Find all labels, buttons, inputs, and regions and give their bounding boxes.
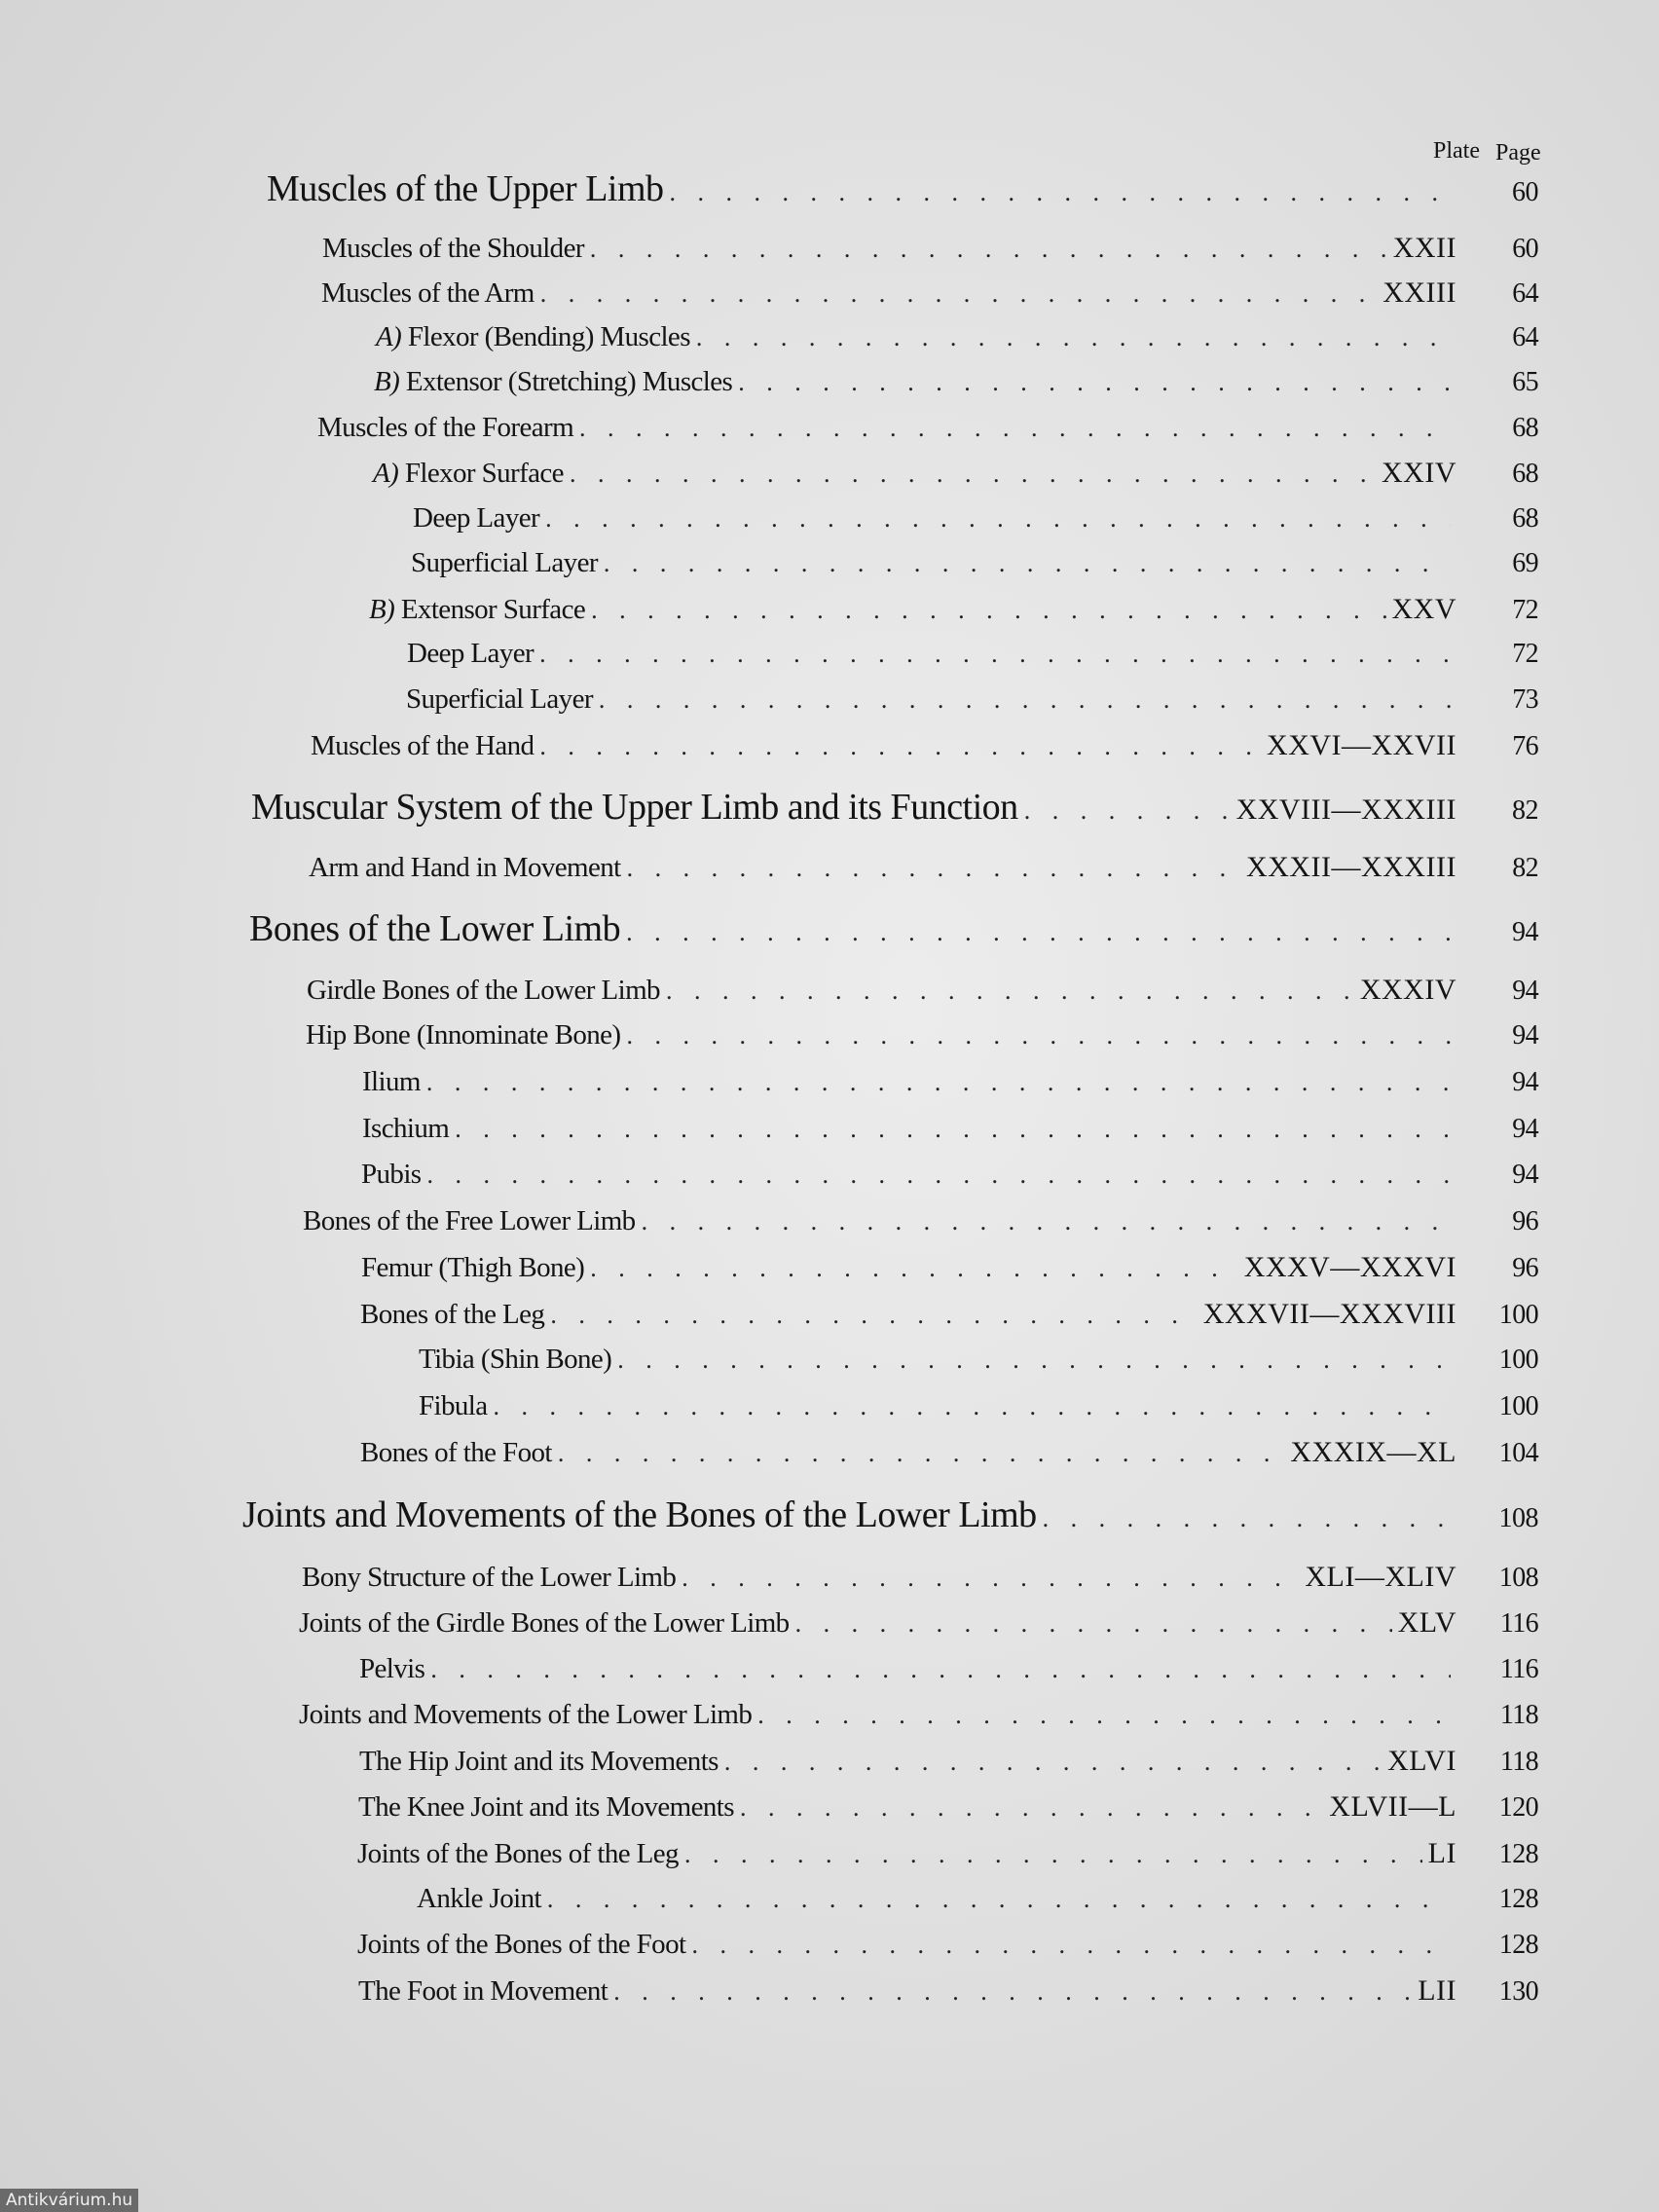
dot-leader bbox=[757, 1701, 1451, 1730]
entry-plate: XLVII—L bbox=[1329, 1790, 1456, 1823]
entry-page: 68 bbox=[1512, 459, 1538, 489]
entry-page: 60 bbox=[1512, 177, 1538, 207]
entry-plate: XXXIV bbox=[1359, 974, 1456, 1006]
toc-section-heading bbox=[242, 1493, 1538, 1536]
toc-section-heading bbox=[249, 907, 1538, 950]
entry-title: Joints and Movements of the Lower Limb bbox=[299, 1699, 753, 1730]
entry-prefix: B) bbox=[369, 594, 395, 625]
entry-page: 73 bbox=[1512, 684, 1538, 715]
entry-page: 130 bbox=[1498, 1976, 1538, 2007]
dot-leader bbox=[545, 504, 1451, 534]
entry-title: Hip Bone (Innominate Bone) bbox=[306, 1019, 621, 1051]
entry-page: 128 bbox=[1498, 1839, 1538, 1869]
plate-column-label: Plate bbox=[1433, 138, 1480, 164]
toc-section-heading bbox=[251, 786, 1538, 829]
entry-title: Bones of the Leg bbox=[360, 1299, 545, 1330]
entry-prefix: A) bbox=[373, 458, 399, 489]
entry-plate: XXXV—XXXVI bbox=[1243, 1251, 1456, 1283]
entry-page: 69 bbox=[1512, 548, 1538, 578]
entry-title: Joints of the Girdle Bones of the Lower Limb bbox=[299, 1607, 790, 1639]
entry-page: 64 bbox=[1512, 278, 1538, 309]
entry-title: Muscles of the Upper Limb bbox=[267, 168, 664, 209]
entry-page: 68 bbox=[1512, 413, 1538, 443]
entry-page: 94 bbox=[1512, 1067, 1538, 1097]
entry-title: Muscles of the Shoulder bbox=[322, 233, 584, 264]
toc-section-heading bbox=[267, 167, 1538, 210]
entry-title-text: Extensor Surface bbox=[400, 594, 586, 625]
dot-leader bbox=[684, 1840, 1422, 1869]
entry-page: 108 bbox=[1498, 1503, 1538, 1533]
dot-leader bbox=[599, 685, 1451, 715]
dot-leader bbox=[738, 368, 1451, 397]
entry-page: 100 bbox=[1498, 1345, 1538, 1375]
entry-title-text: Flexor Surface bbox=[404, 458, 564, 489]
entry-title: Deep Layer bbox=[413, 502, 540, 534]
page-column-label: Page bbox=[1495, 140, 1541, 166]
toc-entry bbox=[419, 1344, 1538, 1376]
entry-title bbox=[376, 321, 690, 353]
entry-plate: LI bbox=[1427, 1837, 1456, 1869]
toc-entry bbox=[376, 321, 1538, 353]
toc-entry bbox=[406, 683, 1538, 716]
toc-entry bbox=[419, 1390, 1538, 1422]
entry-prefix: B) bbox=[374, 366, 400, 397]
entry-title-text: Flexor (Bending) Muscles bbox=[407, 321, 690, 352]
toc-entry bbox=[309, 851, 1538, 884]
dot-leader bbox=[670, 178, 1451, 207]
toc-entry bbox=[299, 1699, 1538, 1731]
dot-leader bbox=[494, 1392, 1451, 1421]
entry-page: 72 bbox=[1512, 595, 1538, 625]
dot-leader bbox=[426, 1068, 1451, 1097]
entry-title: Bony Structure of the Lower Limb bbox=[302, 1562, 677, 1593]
entry-title: Joints of the Bones of the Foot bbox=[357, 1929, 686, 1960]
entry-page: 118 bbox=[1499, 1700, 1538, 1730]
dot-leader bbox=[539, 732, 1261, 761]
toc-entry bbox=[374, 366, 1538, 398]
toc-entry bbox=[359, 1745, 1538, 1778]
entry-plate: XLVI bbox=[1387, 1745, 1456, 1777]
dot-leader bbox=[547, 1885, 1451, 1914]
toc-entry bbox=[373, 457, 1538, 490]
entry-title: Muscles of the Hand bbox=[311, 730, 535, 761]
toc-entry bbox=[369, 593, 1538, 626]
dot-leader bbox=[1024, 796, 1231, 826]
dot-leader bbox=[539, 640, 1451, 669]
dot-leader bbox=[626, 1021, 1451, 1051]
entry-title bbox=[373, 458, 564, 490]
entry-title: Arm and Hand in Movement bbox=[309, 852, 621, 883]
dot-leader bbox=[430, 1655, 1451, 1684]
entry-plate: XXVIII—XXXIII bbox=[1235, 793, 1456, 826]
entry-prefix: A) bbox=[376, 321, 402, 352]
entry-page: 100 bbox=[1498, 1300, 1538, 1330]
entry-title: Ankle Joint bbox=[417, 1883, 541, 1914]
entry-title: The Hip Joint and its Movements bbox=[359, 1746, 719, 1777]
entry-title: Bones of the Foot bbox=[360, 1437, 552, 1468]
dot-leader bbox=[604, 549, 1451, 578]
entry-page: 82 bbox=[1512, 795, 1538, 826]
entry-title bbox=[369, 594, 585, 626]
toc-entry bbox=[357, 1837, 1538, 1870]
entry-page: 94 bbox=[1512, 917, 1538, 947]
entry-page: 128 bbox=[1498, 1884, 1538, 1914]
dot-leader bbox=[540, 279, 1377, 309]
entry-title: Muscles of the Forearm bbox=[317, 412, 574, 443]
watermark-label: Antikvárium.hu bbox=[0, 2189, 138, 2212]
dot-leader bbox=[590, 235, 1387, 264]
dot-leader bbox=[426, 1161, 1451, 1190]
dot-leader bbox=[627, 854, 1240, 883]
entry-plate: XXII bbox=[1392, 232, 1456, 264]
entry-page: 94 bbox=[1512, 1020, 1538, 1051]
toc-entry bbox=[321, 276, 1538, 310]
toc-entry bbox=[358, 1790, 1538, 1824]
entry-title: Pelvis bbox=[359, 1653, 425, 1684]
dot-leader bbox=[691, 1931, 1451, 1960]
dot-leader bbox=[558, 1439, 1285, 1468]
entry-title: Joints and Movements of the Bones of the Lower Limb bbox=[242, 1494, 1037, 1535]
entry-title-text: Extensor (Stretching) Muscles bbox=[405, 366, 733, 397]
toc-entry bbox=[359, 1653, 1538, 1685]
entry-title: Superficial Layer bbox=[406, 683, 593, 715]
entry-page: 116 bbox=[1499, 1654, 1538, 1684]
dot-leader bbox=[550, 1301, 1197, 1330]
entry-title: Joints of the Bones of the Leg bbox=[357, 1838, 679, 1869]
dot-leader bbox=[642, 1207, 1451, 1236]
toc-entry bbox=[413, 502, 1538, 535]
entry-page: 120 bbox=[1498, 1792, 1538, 1823]
toc-entry bbox=[358, 1974, 1538, 2008]
toc-entry bbox=[317, 412, 1538, 444]
dot-leader bbox=[570, 460, 1376, 489]
dot-leader bbox=[666, 977, 1354, 1006]
entry-plate: XXVI—XXVII bbox=[1267, 729, 1456, 761]
entry-page: 94 bbox=[1512, 1114, 1538, 1144]
entry-page: 68 bbox=[1512, 503, 1538, 534]
toc-entry bbox=[322, 232, 1538, 265]
toc-entry bbox=[362, 1066, 1538, 1098]
toc-entry bbox=[361, 1251, 1538, 1284]
entry-title: Femur (Thigh Bone) bbox=[361, 1252, 585, 1283]
entry-page: 94 bbox=[1512, 976, 1538, 1006]
toc-entry bbox=[407, 638, 1538, 670]
dot-leader bbox=[455, 1115, 1451, 1144]
entry-plate: XXXVII—XXXVIII bbox=[1202, 1298, 1456, 1330]
entry-title: Muscles of the Arm bbox=[321, 277, 535, 309]
toc-entry bbox=[307, 974, 1538, 1007]
entry-title: Fibula bbox=[419, 1390, 488, 1421]
toc-entry bbox=[411, 547, 1538, 579]
entry-page: 60 bbox=[1512, 234, 1538, 264]
toc-entry bbox=[360, 1436, 1538, 1469]
entry-title: Tibia (Shin Bone) bbox=[419, 1344, 612, 1375]
entry-page: 108 bbox=[1498, 1563, 1538, 1593]
entry-title: The Knee Joint and its Movements bbox=[358, 1791, 734, 1823]
entry-page: 76 bbox=[1512, 731, 1538, 761]
dot-leader bbox=[613, 1977, 1412, 2007]
toc-entry bbox=[299, 1606, 1538, 1640]
entry-page: 100 bbox=[1498, 1391, 1538, 1421]
toc-entry bbox=[417, 1883, 1538, 1915]
toc-entry bbox=[360, 1298, 1538, 1331]
dot-leader bbox=[617, 1346, 1451, 1375]
entry-plate: XLI—XLIV bbox=[1305, 1561, 1456, 1593]
entry-plate: XLV bbox=[1397, 1606, 1456, 1639]
dot-leader bbox=[740, 1793, 1323, 1823]
entry-title bbox=[374, 366, 732, 398]
entry-title: Muscular System of the Upper Limb and its Function bbox=[251, 787, 1018, 828]
entry-page: 96 bbox=[1512, 1253, 1538, 1283]
entry-plate: XXV bbox=[1391, 593, 1456, 625]
entry-title: The Foot in Movement bbox=[358, 1975, 608, 2007]
entry-page: 116 bbox=[1499, 1608, 1538, 1639]
entry-page: 64 bbox=[1512, 322, 1538, 352]
entry-page: 72 bbox=[1512, 639, 1538, 669]
toc-entry bbox=[361, 1159, 1538, 1191]
entry-plate: LII bbox=[1418, 1974, 1456, 2007]
entry-page: 65 bbox=[1512, 367, 1538, 397]
dot-leader bbox=[579, 414, 1451, 443]
entry-title: Ilium bbox=[362, 1066, 421, 1097]
entry-plate: XXXII—XXXIII bbox=[1246, 851, 1456, 883]
toc-entry bbox=[303, 1205, 1538, 1237]
entry-title: Superficial Layer bbox=[411, 547, 598, 578]
entry-title: Bones of the Lower Limb bbox=[249, 908, 621, 949]
toc-entry bbox=[302, 1561, 1538, 1594]
entry-plate: XXIII bbox=[1382, 276, 1456, 309]
dot-leader bbox=[1043, 1504, 1451, 1533]
entry-plate: XXXIX—XL bbox=[1290, 1436, 1456, 1468]
dot-leader bbox=[590, 1254, 1237, 1283]
entry-title: Girdle Bones of the Lower Limb bbox=[307, 975, 660, 1006]
entry-page: 94 bbox=[1512, 1160, 1538, 1190]
dot-leader bbox=[591, 596, 1385, 625]
entry-page: 128 bbox=[1498, 1930, 1538, 1960]
toc-entry bbox=[306, 1019, 1538, 1051]
dot-leader bbox=[724, 1748, 1382, 1777]
entry-title: Deep Layer bbox=[407, 638, 535, 669]
entry-page: 96 bbox=[1512, 1206, 1538, 1236]
toc-entry bbox=[357, 1929, 1538, 1961]
entry-title: Ischium bbox=[362, 1113, 450, 1144]
entry-title: Bones of the Free Lower Limb bbox=[303, 1205, 636, 1236]
toc-entry bbox=[362, 1113, 1538, 1145]
entry-page: 118 bbox=[1499, 1747, 1538, 1777]
entry-page: 104 bbox=[1498, 1438, 1538, 1468]
toc-entry bbox=[311, 729, 1538, 762]
dot-leader bbox=[795, 1609, 1392, 1639]
entry-page: 82 bbox=[1512, 853, 1538, 883]
dot-leader bbox=[626, 918, 1451, 947]
entry-title: Pubis bbox=[361, 1159, 422, 1190]
dot-leader bbox=[682, 1564, 1299, 1593]
entry-plate: XXIV bbox=[1382, 457, 1456, 489]
dot-leader bbox=[696, 323, 1451, 352]
